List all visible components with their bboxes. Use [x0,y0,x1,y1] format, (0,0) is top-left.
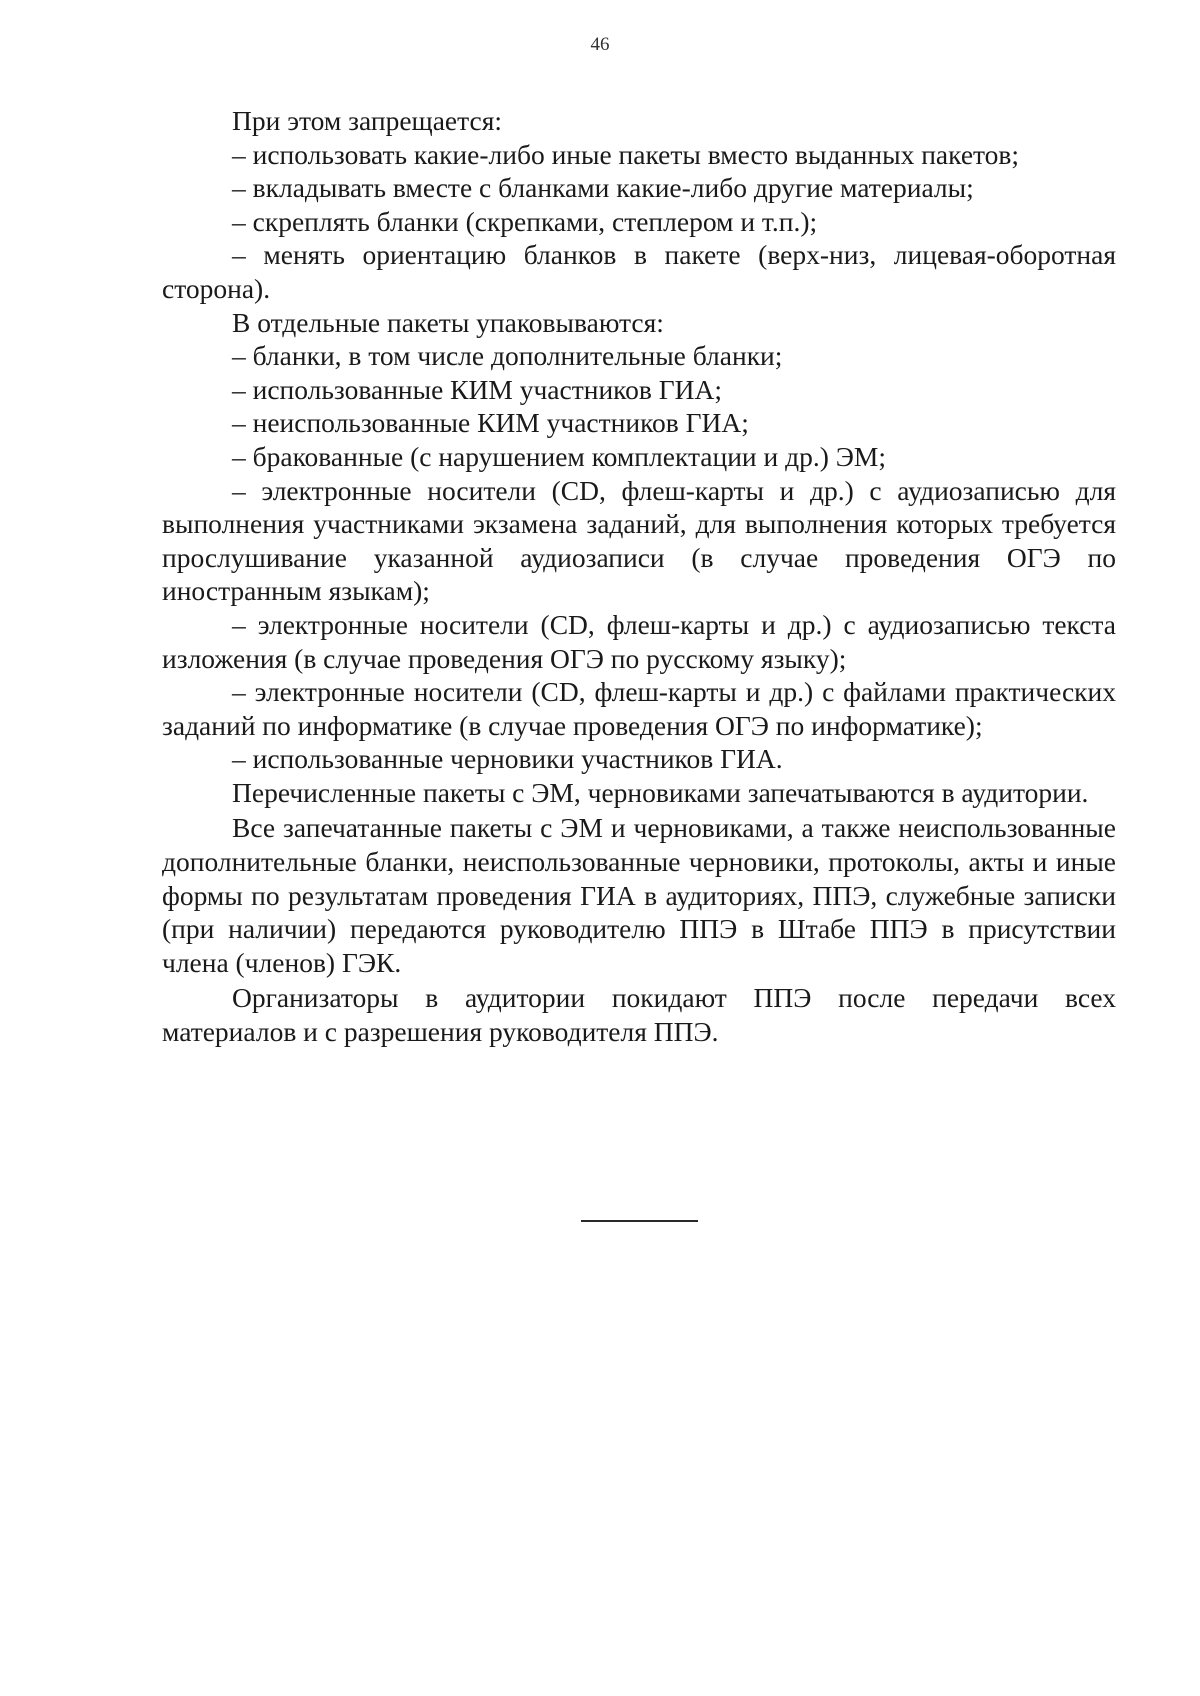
list-item-media-foreign-languages: – электронные носители (CD, флеш-карты и др.) с аудиозаписью для выполнения участниками экзамена заданий, для выполнения которых требуется прослушивание указанной аудиозаписи (в случае проведения ОГЭ по иностранным языкам); [162,474,1116,607]
list-item-used-kim: – использованные КИМ участников ГИА; [232,373,722,405]
paragraph-separate-packages-intro: В отдельные пакеты упаковываются: [232,306,664,338]
list-item-orientation: – менять ориентацию бланков в пакете (верх-низ, лицевая-оборотная сторона). [162,239,1116,304]
list-item-defective-em: – бракованные (с нарушением комплектации и др.) ЭМ; [232,440,887,472]
list-item-other-materials: – вкладывать вместе с бланками какие-либо другие материалы; [232,172,974,204]
list-item-forms: – бланки, в том числе дополнительные бланки; [232,340,783,372]
paragraph-prohibited-intro: При этом запрещается: [232,105,502,136]
paragraph-organizers-leave: Организаторы в аудитории покидают ППЭ после передачи всех материалов и с разрешения руководителя ППЭ. [162,982,1116,1048]
page-number: 46 [590,34,610,55]
list-item-other-packages: – использовать какие-либо иные пакеты вместо выданных пакетов; [232,138,1020,170]
paragraph-handover: Все запечатанные пакеты с ЭМ и черновиками, а также неиспользованные дополнительные бланки, неиспользованные черновики, протоколы, акты и иные формы по результатам проведения ГИА в аудиториях, ППЭ, служебные записки (при наличии) передаются руководителю ППЭ в Штабе ППЭ в присутствии члена (членов) ГЭК. [162,812,1116,978]
list-item-unused-kim: – неиспользованные КИМ участников ГИА; [232,407,749,439]
paragraph-sealing: Перечисленные пакеты с ЭМ, черновиками запечатываются в аудитории. [232,776,1089,808]
list-item-media-informatics: – электронные носители (CD, флеш-карты и др.) с файлами практических заданий по информатике (в случае проведения ОГЭ по информатике); [162,676,1116,741]
list-item-fastening: – скреплять бланки (скрепками, степлером и т.п.); [232,205,818,237]
list-item-media-russian: – электронные носители (CD, флеш-карты и др.) с аудиозаписью текста изложения (в случае проведения ОГЭ по русскому языку); [162,608,1116,674]
list-item-used-drafts: – использованные черновики участников ГИА. [232,743,783,775]
document-body [162,104,1116,1049]
closing-divider [581,1220,698,1222]
